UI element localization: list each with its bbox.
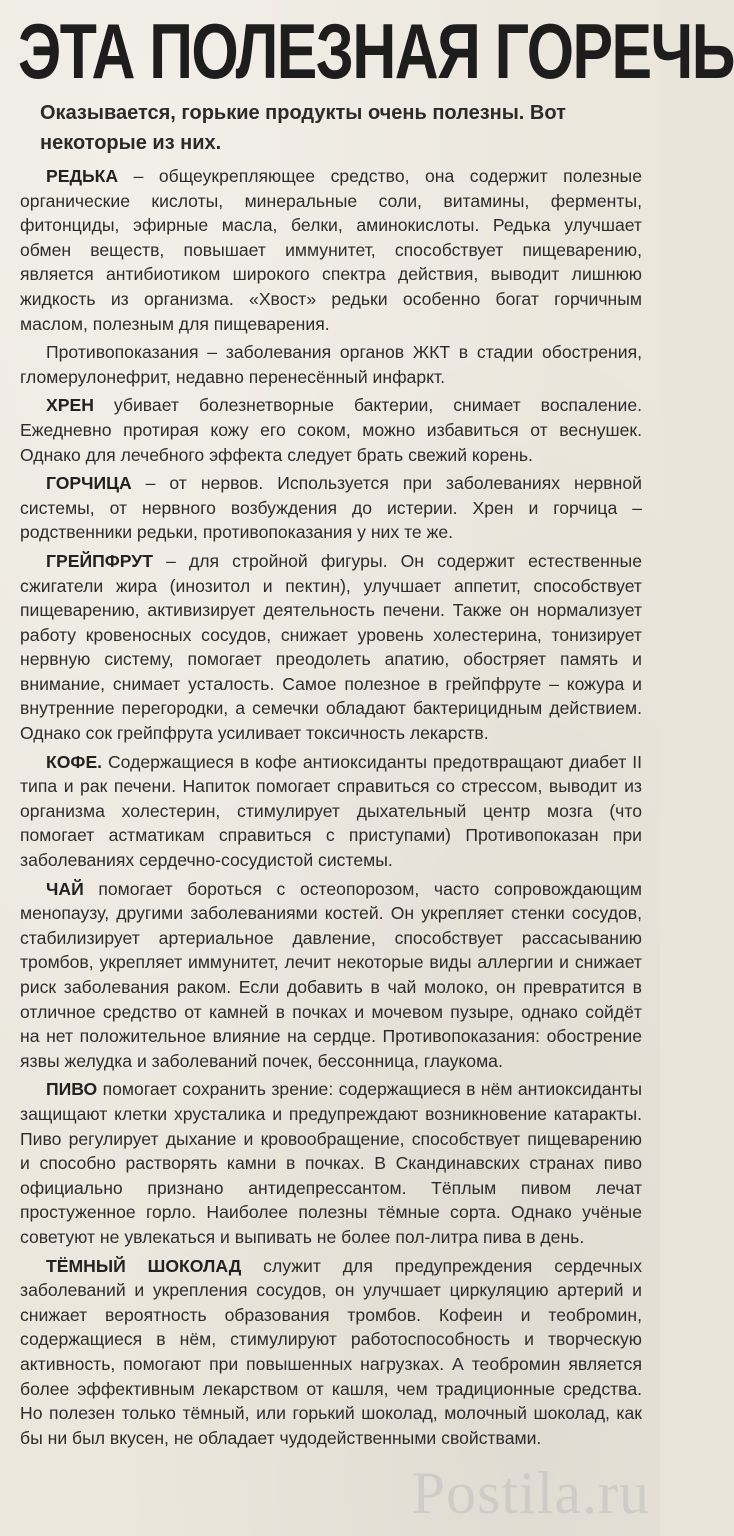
text-redka: – общеукрепляющее средство, она содержит полезные органические кислоты, минеральные соли, витамины, ферменты, фитонциды, эфирные масла, белки, аминокислоты. Редька улучшает обмен веществ, повышает иммунитет, способствует пищеварению, является антибиотиком широкого спектра действия, выводит лишнюю жидкость из организма. «Хвост» редьки особенно богат горчичным маслом, полезным для пищеварения.: [20, 166, 642, 334]
paragraph-contraindications: [20, 340, 642, 389]
text-shokolad: служит для предупреждения сердечных заболеваний и укрепления сосудов, он улучшает циркуляцию артерий и снижает вероятность образования тромбов. Кофеин и теобромин, содержащиеся в нём, стимулируют работоспособность и творческую активность, помогают при повышенных нагрузках. А теобромин является более эффективным лекарством от кашля, чем традиционные средства. Но полезен только тёмный, или горький шоколад, молочный шоколад, как бы ни был вкусен, не обладает чудодейственными свойствами.: [20, 1255, 642, 1448]
keyword-shokolad: ТЁМНЫЙ ШОКОЛАД: [46, 1255, 242, 1276]
text-hren: убивает болезнетворные бактерии, снимает воспаление. Ежедневно протирая кожу его соком, можно избавиться от веснушек. Однако для лечебного эффекта следует брать свежий корень.: [20, 395, 642, 465]
watermark-logo: Postila.ru: [411, 1460, 650, 1526]
article-headline: ЭТА ПОЛЕЗНАЯ ГОРЕЧЬ: [18, 7, 734, 95]
paragraph-pivo: [20, 1077, 642, 1249]
keyword-pivo: ПИВО: [46, 1079, 98, 1100]
paragraph-shokolad: [20, 1254, 642, 1451]
text-chay: помогает бороться с остеопорозом, часто сопровождающим менопаузу, другими заболеваниями костей. Он укрепляет стенки сосудов, стабилизирует артериальное давление, способствует рассасыванию тромбов, укрепляет иммунитет, лечит некоторые виды аллергии и снижает риск заболевания раком. Если добавить в чай молоко, он превратится в отличное средство от камней в почках и мочевом пузыре, однако сойдёт на нет положительное влияние на сердце. Противопоказания: обострение язвы желудка и заболеваний почек, бессонница, глаукома.: [20, 878, 642, 1071]
text-pivo: помогает сохранить зрение: содержащиеся в нём антиоксиданты защищают клетки хрусталика и предупреждают возникновение катаракты. Пиво регулирует дыхание и кровообращение, способствует пищеварению и способно растворять камни в почках. В Скандинавских странах пиво официально признано антидепрессантом. Тёплым пивом лечат простуженное горло. Наиболее полезны тёмные сорта. Однако учёные советуют не увлекаться и выпивать не более пол-литра пива в день.: [20, 1079, 642, 1247]
paragraph-chay: [20, 877, 642, 1074]
keyword-hren: ХРЕН: [46, 395, 94, 416]
paragraph-greypfrut: [20, 549, 642, 746]
paragraph-gorchitsa: [20, 471, 642, 545]
keyword-redka: РЕДЬКА: [46, 166, 119, 186]
article-body: [20, 164, 642, 1454]
keyword-kofe: КОФЕ.: [46, 751, 103, 772]
keyword-chay: ЧАЙ: [46, 878, 84, 899]
keyword-greypfrut: ГРЕЙПФРУТ: [46, 550, 153, 571]
text-kofe: Содержащиеся в кофе антиоксиданты предотвращают диабет II типа и рак печени. Напиток помогает справиться со стрессом, выводит из организма холестерин, стимулирует дыхательный центр мозга (что помогает астматикам справиться с приступами) Противопоказан при заболеваниях сердечно-сосудистой системы.: [20, 751, 642, 871]
text-gorchitsa: – от нервов. Используется при заболеваниях нервной системы, от нервного возбуждения до истерии. Хрен и горчица – родственники редьки, противопоказания у них те же.: [20, 473, 642, 543]
text-contraindications: Противопоказания – заболевания органов ЖКТ в стадии обострения, гломерулонефрит, недавно перенесённый инфаркт.: [20, 342, 642, 387]
paragraph-kofe: [20, 750, 642, 873]
text-greypfrut: – для стройной фигуры. Он содержит естественные сжигатели жира (инозитол и пектин), улучшает аппетит, способствует пищеварению, активизирует деятельность печени. Также он нормализует работу кровеносных сосудов, снижает уровень холестерина, тонизирует нервную систему, помогает преодолеть апатию, обостряет память и внимание, снимает усталость. Самое полезное в грейпфруте – кожура и внутренние перегородки, а семечки обладают бактерицидным действием. Однако сок грейпфрута усиливает токсичность лекарств.: [20, 550, 642, 744]
keyword-gorchitsa: ГОРЧИЦА: [46, 473, 132, 494]
article-lead: Оказывается, горькие продукты очень полезны. Вот некоторые из них.: [40, 102, 566, 154]
paragraph-redka: [20, 164, 642, 336]
paragraph-hren: [20, 393, 642, 467]
